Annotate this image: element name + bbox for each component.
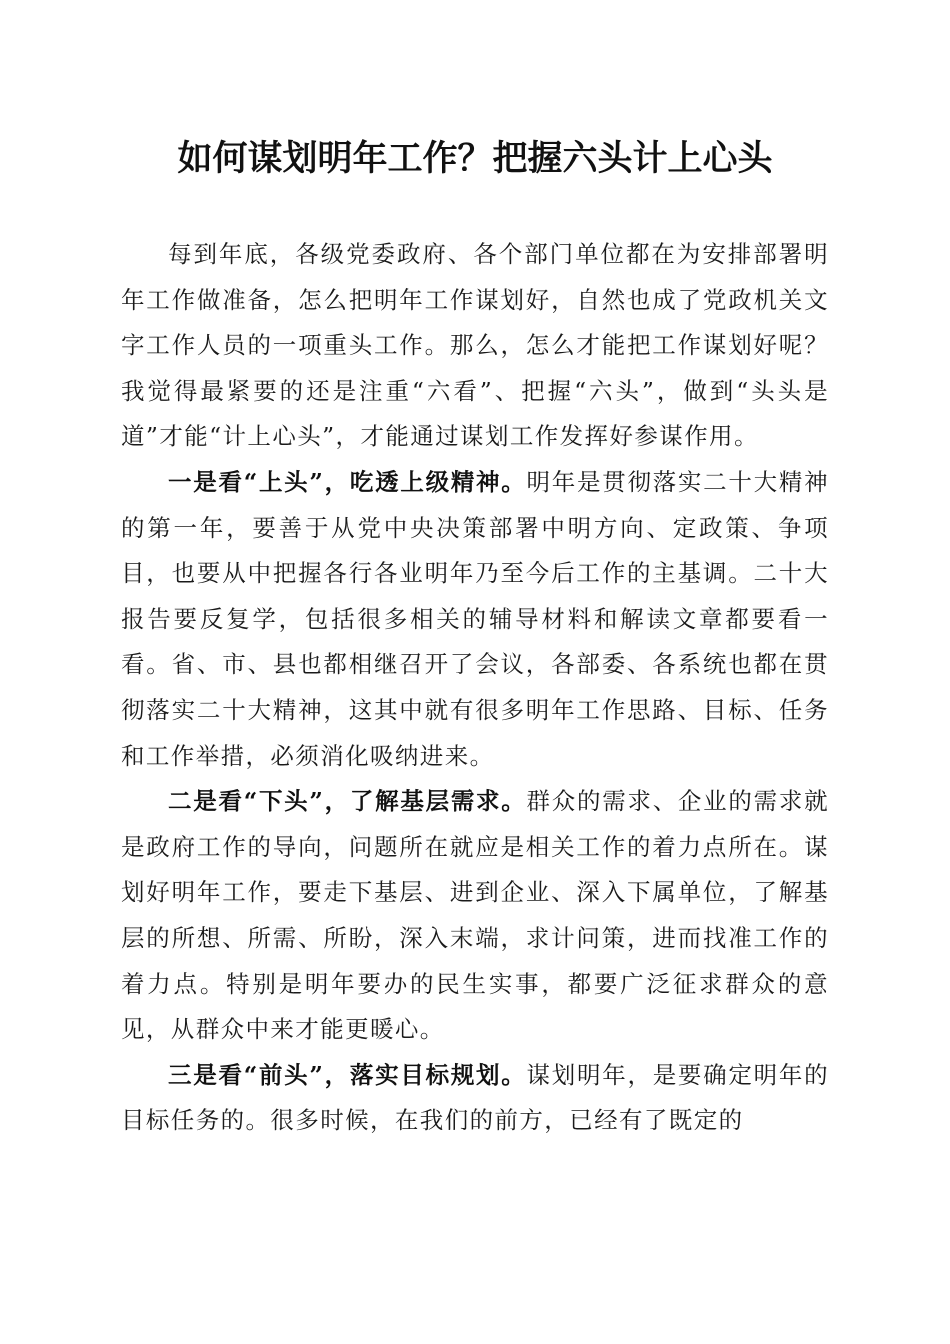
document-body — [121, 232, 829, 1144]
section-heading: 一是看“上头”，吃透上级精神。 — [168, 467, 527, 496]
section-text: 群众的需求、企业的需求就是政府工作的导向，问题所在就应是相关工作的着力点所在。谋划好明年工作，要走下基层、进到企业、深入下属单位，了解基层的所想、所需、所盼，深入末端，求计问策，进而找准工作的着力点。特别是明年要办的民生实事，都要广泛征求群众的意见，从群众中来才能更暖心。 — [121, 787, 829, 1044]
section-heading: 三是看“前头”，落实目标规划。 — [168, 1060, 527, 1089]
section-paragraph-2 — [121, 779, 829, 1053]
document-title: 如何谋划明年工作？把握六头计上心头 — [177, 138, 773, 179]
section-text: 明年是贯彻落实二十大精神的第一年，要善于从党中央决策部署中明方向、定政策、争项目，也要从中把握各行各业明年乃至今后工作的主基调。二十大报告要反复学，包括很多相关的辅导材料和解读文章都要看一看。省、市、县也都相继召开了会议，各部委、各系统也都在贯彻落实二十大精神，这其中就有很多明年工作思路、目标、任务和工作举措，必须消化吸纳进来。 — [121, 467, 829, 770]
section-paragraph-1 — [121, 460, 829, 779]
section-heading: 二是看“下头”，了解基层需求。 — [168, 787, 527, 816]
intro-paragraph: 每到年底，各级党委政府、各个部门单位都在为安排部署明年工作做准备，怎么把明年工作谋划好，自然也成了党政机关文字工作人员的一项重头工作。那么，怎么才能把工作谋划好呢？我觉得最紧要的还是注重“六看”、把握“六头”，做到“头头是道”才能“计上心头”，才能通过谋划工作发挥好参谋作用。 — [121, 240, 829, 451]
section-text: 谋划明年，是要确定明年的目标任务的。很多时候，在我们的前方，已经有了既定的 — [121, 1060, 829, 1135]
section-paragraph-3 — [121, 1053, 829, 1144]
